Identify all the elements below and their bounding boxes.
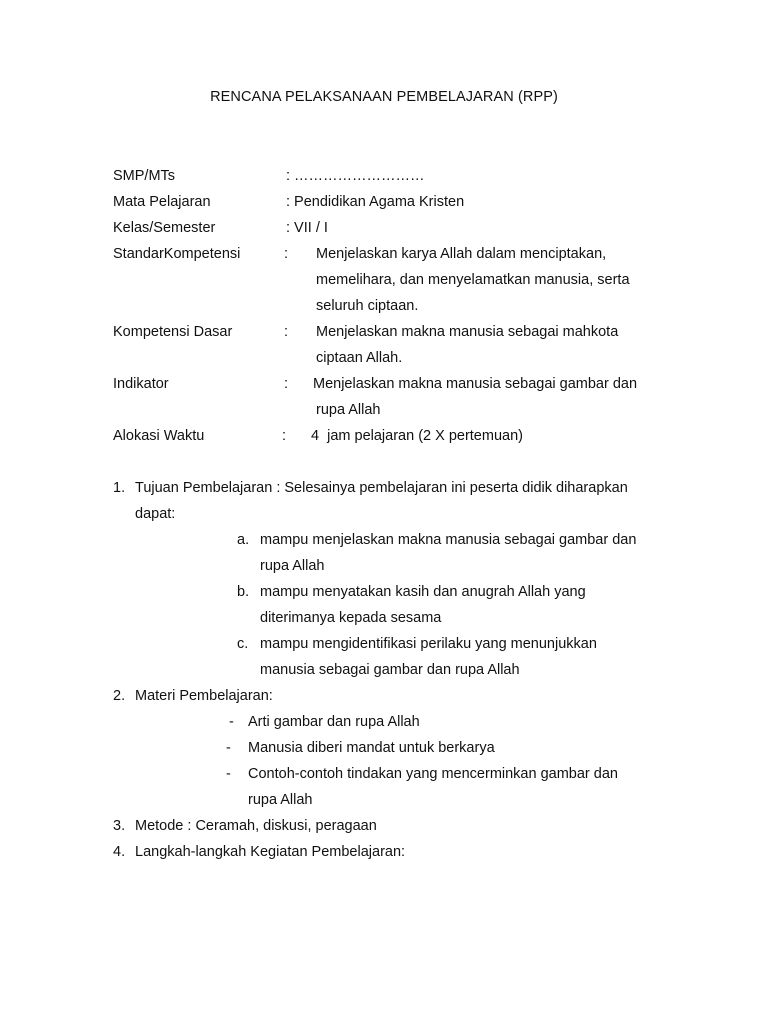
indikator-line-1: Menjelaskan makna manusia sebagai gambar dan (313, 376, 638, 392)
kd-line-1: Menjelaskan makna manusia sebagai mahkota (316, 324, 619, 340)
sk-line-1: Menjelaskan karya Allah dalam menciptakan, (316, 246, 607, 262)
smp-value: : ……………………… (286, 168, 425, 184)
sk-line-2: memelihara, dan menyelamatkan manusia, serta (316, 272, 630, 288)
tujuan-b-line-1: mampu menyatakan kasih dan anugrah Allah yang (260, 584, 586, 600)
tujuan-b-line-2: diterimanya kepada sesama (260, 610, 442, 626)
alokasi-value: 4 jam pelajaran (2 X pertemuan) (311, 428, 523, 444)
kd-colon: : (284, 324, 289, 340)
langkah-label: Langkah-langkah Kegiatan Pembelajaran: (135, 844, 406, 860)
alokasi-label: Alokasi Waktu (113, 428, 205, 444)
tujuan-line-1: Tujuan Pembelajaran : Selesainya pembelajaran ini peserta didik diharapkan (135, 480, 628, 496)
materi-2-line: Manusia diberi mandat untuk berkarya (248, 740, 495, 756)
indikator-line-2: rupa Allah (316, 402, 381, 418)
langkah-number: 4. (113, 844, 126, 860)
document-title: RENCANA PELAKSANAAN PEMBELAJARAN (RPP) (210, 89, 558, 105)
materi-2-marker: - (226, 740, 231, 756)
materi-3-line-1: Contoh-contoh tindakan yang mencerminkan gambar dan (248, 766, 618, 782)
materi-1-line: Arti gambar dan rupa Allah (248, 714, 420, 730)
tujuan-number: 1. (113, 480, 126, 496)
tujuan-line-2: dapat: (135, 506, 176, 522)
alokasi-colon: : (282, 428, 287, 444)
tujuan-c-marker: c. (237, 636, 249, 652)
tujuan-c-line-1: mampu mengidentifikasi perilaku yang menunjukkan (260, 636, 597, 652)
kd-label: Kompetensi Dasar (113, 324, 233, 340)
indikator-label: Indikator (113, 376, 169, 392)
materi-number: 2. (113, 688, 126, 704)
kelas-value: : VII / I (286, 220, 328, 236)
mapel-value: : Pendidikan Agama Kristen (286, 194, 465, 210)
smp-label: SMP/MTs (113, 168, 176, 184)
metode-number: 3. (113, 818, 126, 834)
tujuan-b-marker: b. (237, 584, 250, 600)
indikator-colon: : (284, 376, 289, 392)
sk-label: StandarKompetensi (113, 246, 241, 262)
sk-line-3: seluruh ciptaan. (316, 298, 419, 314)
materi-label: Materi Pembelajaran: (135, 688, 273, 704)
mapel-label: Mata Pelajaran (113, 194, 211, 210)
metode-label: Metode : Ceramah, diskusi, peragaan (135, 818, 377, 834)
materi-3-line-2: rupa Allah (248, 792, 313, 808)
kd-line-2: ciptaan Allah. (316, 350, 403, 366)
materi-3-marker: - (226, 766, 231, 782)
tujuan-a-marker: a. (237, 532, 250, 548)
materi-1-marker: - (229, 714, 234, 730)
sk-colon: : (284, 246, 289, 262)
tujuan-a-line-2: rupa Allah (260, 558, 325, 574)
tujuan-c-line-2: manusia sebagai gambar dan rupa Allah (260, 662, 520, 678)
kelas-label: Kelas/Semester (113, 220, 216, 236)
tujuan-a-line-1: mampu menjelaskan makna manusia sebagai gambar dan (260, 532, 637, 548)
